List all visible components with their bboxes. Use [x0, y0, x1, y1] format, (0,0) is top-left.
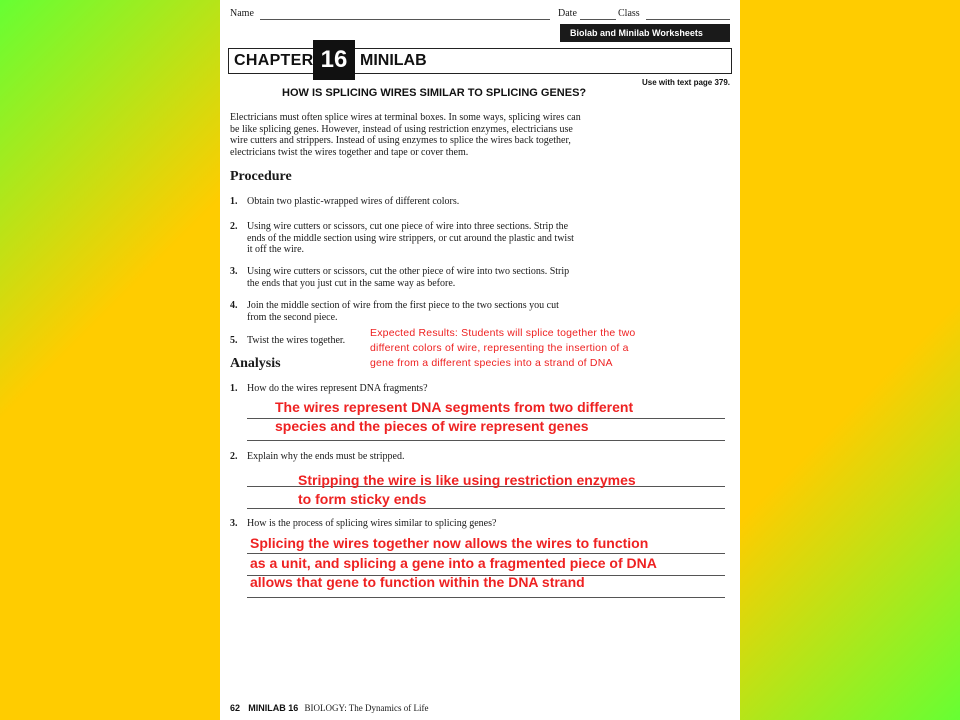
procedure-step [247, 335, 345, 347]
step-number: 3. [230, 266, 238, 277]
answer-2 [298, 471, 636, 509]
step-line: Using wire cutters or scissors, cut the other piece of wire into two sections. Strip [247, 266, 570, 277]
worksheets-badge: Biolab and Minilab Worksheets [560, 24, 730, 42]
question-text: How is the process of splicing wires similar to splicing genes? [247, 518, 497, 529]
question-number: 2. [230, 451, 238, 462]
step-line: Twist the wires together. [247, 335, 346, 346]
chapter-number: 16 [313, 40, 355, 80]
step-line: Using wire cutters or scissors, cut one piece of wire into three sections. Strip the [247, 221, 569, 232]
expected-results-line: gene from a different species into a strand of DNA [370, 357, 613, 369]
answer-3 [250, 534, 657, 593]
date-line [580, 19, 616, 20]
page-footer [230, 703, 429, 713]
procedure-heading: Procedure [230, 169, 292, 184]
step-line: ends of the middle section using wire strippers, or cut around the plastic and twist [247, 232, 574, 244]
expected-results-line: Expected Results: Students will splice together the two [370, 327, 636, 339]
answer-text-line: The wires represent DNA segments from two different [275, 399, 634, 415]
procedure-step [247, 196, 459, 208]
answer-text-line: to form sticky ends [298, 491, 427, 507]
question-number: 3. [230, 518, 238, 529]
date-label: Date [558, 8, 577, 19]
expected-results-note [370, 326, 635, 371]
footer-book-title: BIOLOGY: The Dynamics of Life [304, 703, 429, 713]
step-line: it off the wire. [247, 244, 305, 255]
step-number: 2. [230, 221, 238, 232]
step-line: Join the middle section of wire from the first piece to the two sections you cut [247, 300, 559, 311]
answer-text-line: Splicing the wires together now allows the wires to function [250, 535, 649, 551]
answer-line [247, 440, 725, 441]
intro-line: electricians twist the wires together and tape or cover them. [230, 146, 469, 158]
intro-line: wire cutters and strippers. Instead of using enzymes to splice the wires back together, [230, 135, 571, 146]
intro-line: be like splicing genes. However, instead of using restriction enzymes, electricians use [230, 123, 573, 135]
text-page-reference: Use with text page 379. [642, 78, 731, 87]
question-number: 1. [230, 383, 238, 394]
step-number: 4. [230, 300, 238, 311]
answer-text-line: Stripping the wire is like using restriction enzymes [298, 472, 636, 488]
step-line: the ends that you just cut in the same way as before. [247, 277, 456, 289]
question-text: Explain why the ends must be stripped. [247, 451, 405, 462]
step-number: 5. [230, 335, 238, 346]
step-number: 1. [230, 196, 238, 207]
page-number: 62 [230, 703, 241, 713]
minilab-title: HOW IS SPLICING WIRES SIMILAR TO SPLICING GENES? [282, 87, 587, 99]
step-line: Obtain two plastic-wrapped wires of different colors. [247, 196, 460, 207]
expected-results-line: different colors of wire, representing the insertion of a [370, 342, 629, 354]
footer-section: MINILAB 16 [248, 703, 299, 713]
answer-text-line: species and the pieces of wire represent genes [275, 418, 589, 434]
answer-text-line: as a unit, and splicing a gene into a fragmented piece of DNA [250, 554, 657, 571]
class-line [646, 19, 730, 20]
analysis-heading: Analysis [230, 356, 281, 371]
answer-text-line: allows that gene to function within the DNA strand [250, 574, 585, 590]
worksheet-page [220, 0, 740, 720]
intro-paragraph [230, 112, 730, 158]
intro-line: Electricians must often splice wires at terminal boxes. In some ways, splicing wires can [230, 112, 581, 123]
minilab-word: MINILAB [360, 52, 427, 69]
question-text: How do the wires represent DNA fragments? [247, 383, 428, 394]
answer-1 [275, 398, 633, 436]
class-label: Class [618, 8, 640, 19]
name-line [260, 19, 550, 20]
answer-line [247, 597, 725, 598]
procedure-step [247, 300, 559, 323]
procedure-step [247, 266, 569, 289]
chapter-word: CHAPTER [234, 52, 314, 69]
step-line: from the second piece. [247, 311, 338, 323]
procedure-step [247, 221, 574, 256]
name-label: Name [230, 8, 254, 19]
